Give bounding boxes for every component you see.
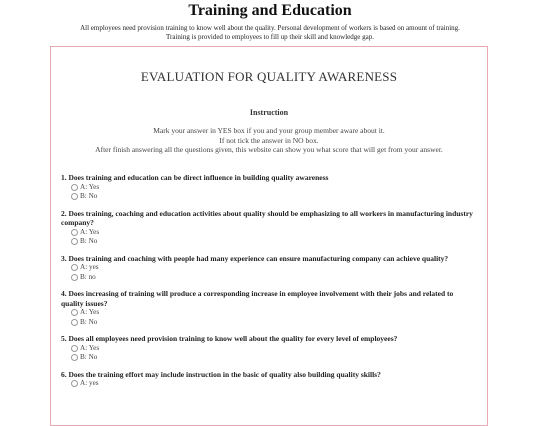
question-text: 1. Does training and education can be direct influence in building quality awareness (61, 173, 329, 182)
option-no[interactable] (61, 237, 477, 247)
radio-button[interactable] (71, 380, 78, 387)
instruction-line: Mark your answer in YES box if you and your group member aware about it. (153, 126, 385, 135)
option-label: A: Yes (80, 182, 100, 191)
instruction-text (51, 126, 487, 155)
radio-button[interactable] (71, 229, 78, 236)
option-label: A: Yes (80, 227, 100, 236)
option-yes[interactable] (61, 344, 477, 354)
question-4 (61, 289, 477, 327)
evaluation-title: EVALUATION FOR QUALITY AWARENESS (140, 69, 398, 84)
radio-button[interactable] (71, 238, 78, 245)
question-text: 2. Does training, coaching and education activities about quality should be emphasizing to all workers in manufacturing industry company? (61, 208, 473, 227)
instruction-line: If not tick the answer in NO box. (219, 135, 319, 145)
option-label: B: No (80, 353, 98, 361)
option-label: A: Yes (80, 308, 100, 316)
instruction-heading: Instruction (249, 108, 289, 117)
option-yes[interactable] (61, 379, 477, 389)
radio-button[interactable] (71, 319, 78, 326)
question-text: 5. Does all employees need provision training to know well about the quality for every level of employees? (61, 334, 398, 343)
question-text: 3. Does training and coaching with people had many experience can ensure manufacturing company can achieve quality? (61, 253, 449, 263)
option-label: A: yes (80, 263, 99, 271)
radio-button[interactable] (71, 345, 78, 352)
radio-button[interactable] (71, 274, 78, 281)
instruction-line: After finish answering all the questions given, this website can show you what score that will get from your answer. (95, 145, 443, 154)
radio-button[interactable] (71, 184, 78, 191)
option-yes[interactable] (61, 228, 477, 238)
question-5 (61, 334, 477, 363)
option-no[interactable] (61, 353, 477, 363)
question-1 (61, 173, 477, 202)
question-2 (61, 209, 477, 247)
option-no[interactable] (61, 273, 477, 283)
option-label: B: No (80, 192, 98, 200)
intro-line: All employees need provision training to know well about the quality. Personal development of workers is based on amount of training. (80, 24, 460, 32)
intro-text (0, 24, 540, 41)
option-label: B: No (80, 237, 98, 245)
radio-button[interactable] (71, 264, 78, 271)
question-6 (61, 370, 477, 389)
evaluation-panel (50, 46, 488, 426)
radio-button[interactable] (71, 309, 78, 316)
page-title: Training and Education (188, 2, 352, 19)
option-label: B: no (80, 272, 96, 281)
intro-line: Training is provided to employees to fill up their skill and knowledge gap. (166, 32, 374, 41)
radio-button[interactable] (71, 354, 78, 361)
option-no[interactable] (61, 318, 477, 328)
option-label: A: Yes (80, 343, 100, 352)
option-label: B: No (80, 317, 98, 326)
radio-button[interactable] (71, 193, 78, 200)
question-text: 6. Does the training effort may include instruction in the basic of quality also building quality skills? (61, 369, 381, 379)
question-text: 4. Does increasing of training will produce a corresponding increase in employee involvement with their jobs and related to quality issues? (61, 289, 454, 308)
option-label: A: yes (80, 379, 99, 387)
option-yes[interactable] (61, 263, 477, 273)
question-list (61, 173, 477, 396)
option-yes[interactable] (61, 183, 477, 193)
option-no[interactable] (61, 192, 477, 202)
option-yes[interactable] (61, 308, 477, 318)
question-3 (61, 254, 477, 283)
